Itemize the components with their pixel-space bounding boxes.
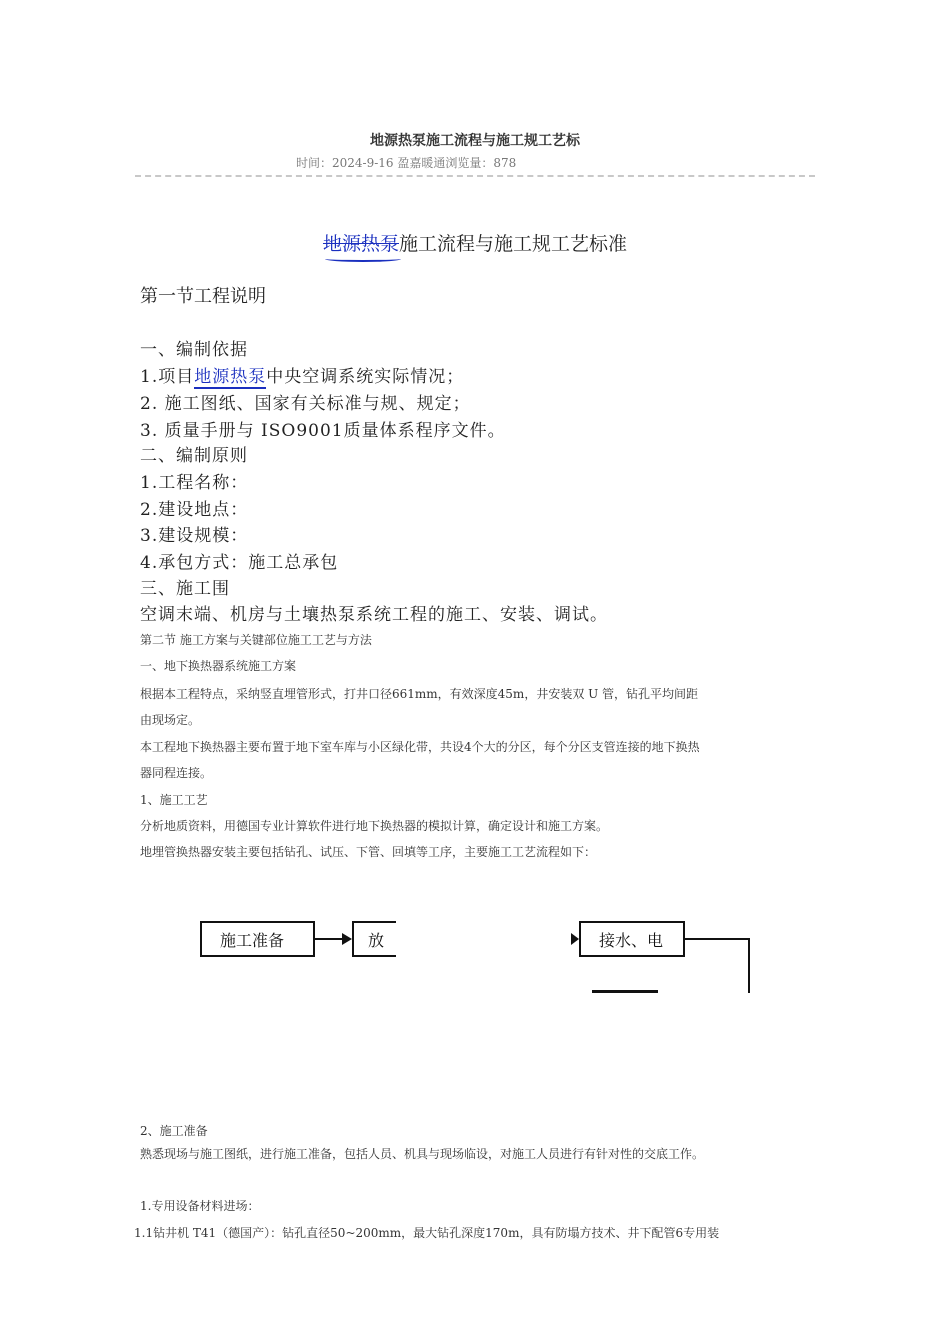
flow-box-layout [352,921,396,957]
title-keyword-link[interactable]: 地源热泵 [322,233,399,255]
basis-item-1 [140,362,464,387]
process-heading: 1、施工工艺 [140,793,208,807]
principle-item-4: 4.承包方式：施工总承包 [140,553,339,573]
principle-item-3: 3.建设规模： [140,526,249,546]
process-paragraph-2: 地埋管换热器安装主要包括钻孔、试压、下管、回填等工序，主要施工工艺流程如下： [140,845,597,859]
process-paragraph-1: 分析地质资料，用德国专业计算软件进行地下换热器的模拟计算，确定设计和施工方案。 [140,819,609,833]
flow-box-preparation-label: 施工准备 [220,930,285,950]
plan-heading: 一、地下换热器系统施工方案 [140,659,297,673]
prep-paragraph: 熟悉现场与施工图纸，进行施工准备，包括人员、机具与现场临设，对施工人员进行有针对性的交底工作。 [140,1147,705,1161]
principle-heading: 二、编制原则 [140,446,248,466]
basis-keyword-link[interactable]: 地源热泵 [194,367,267,387]
equipment-heading: 1.专用设备材料进场： [140,1199,260,1213]
plan-paragraph-1a: 根据本工程特点，采纳竖直埋管形式，打井口径661mm，有效深度45m，井安装双 U 管，钻孔平均间距 [140,687,699,701]
prep-heading: 2、施工准备 [140,1124,208,1138]
basis-item-1-prefix: 1.项目 [140,367,195,387]
title-keyword-wrap [323,229,399,256]
principle-item-1: 1.工程名称： [140,473,249,493]
article-title: 地源热泵施工流程与施工规工艺标 [370,133,580,149]
basis-heading: 一、编制依据 [140,340,248,360]
article-meta: 时间：2024-9-16 盈嘉暖通浏览量：878 [296,156,517,170]
flow-arrowhead-2 [571,933,579,945]
basis-item-2: 2. 施工图纸、国家有关标准与规、规定； [140,394,471,414]
scope-heading: 三、施工围 [140,579,230,599]
basis-item-3: 3. 质量手册与 ISO9001质量体系程序文件。 [140,421,506,441]
section-2-heading: 第二节 施工方案与关键部位施工工艺与方法 [140,633,372,647]
plan-paragraph-1b: 由现场定。 [140,713,201,727]
scope-text: 空调末端、机房与土壤热泵系统工程的施工、安装、调试。 [140,605,608,625]
flow-arrowhead-1 [342,933,352,945]
flow-box-layout-label: 放 [368,930,385,950]
flow-box-partial-top [592,990,658,993]
flow-connector-h [685,938,750,940]
flow-box-water-power-label: 接水、电 [599,930,664,950]
title-rest: 施工流程与施工规工艺标准 [399,233,628,255]
header-divider [135,175,815,177]
section-1-heading: 第一节工程说明 [140,286,266,307]
basis-item-1-suffix: 中央空调系统实际情况； [266,367,465,387]
flow-connector-v [748,938,750,993]
equipment-item-1: 1.1钻井机 T41（德国产）：钻孔直径50~200mm，最大钻孔深度170m，具有防塌方技术、井下配管6专用装 [134,1226,720,1240]
plan-paragraph-2b: 器同程连接。 [140,766,213,780]
flow-box-water-power [579,921,685,957]
plan-paragraph-2a: 本工程地下换热器主要布置于地下室车库与小区绿化带，共设4个大的分区，每个分区支管连接的地下换热 [140,740,700,754]
flow-box-preparation [200,921,315,957]
document-title [0,229,950,256]
flow-arrow-line-1 [315,938,343,940]
principle-item-2: 2.建设地点： [140,500,249,520]
